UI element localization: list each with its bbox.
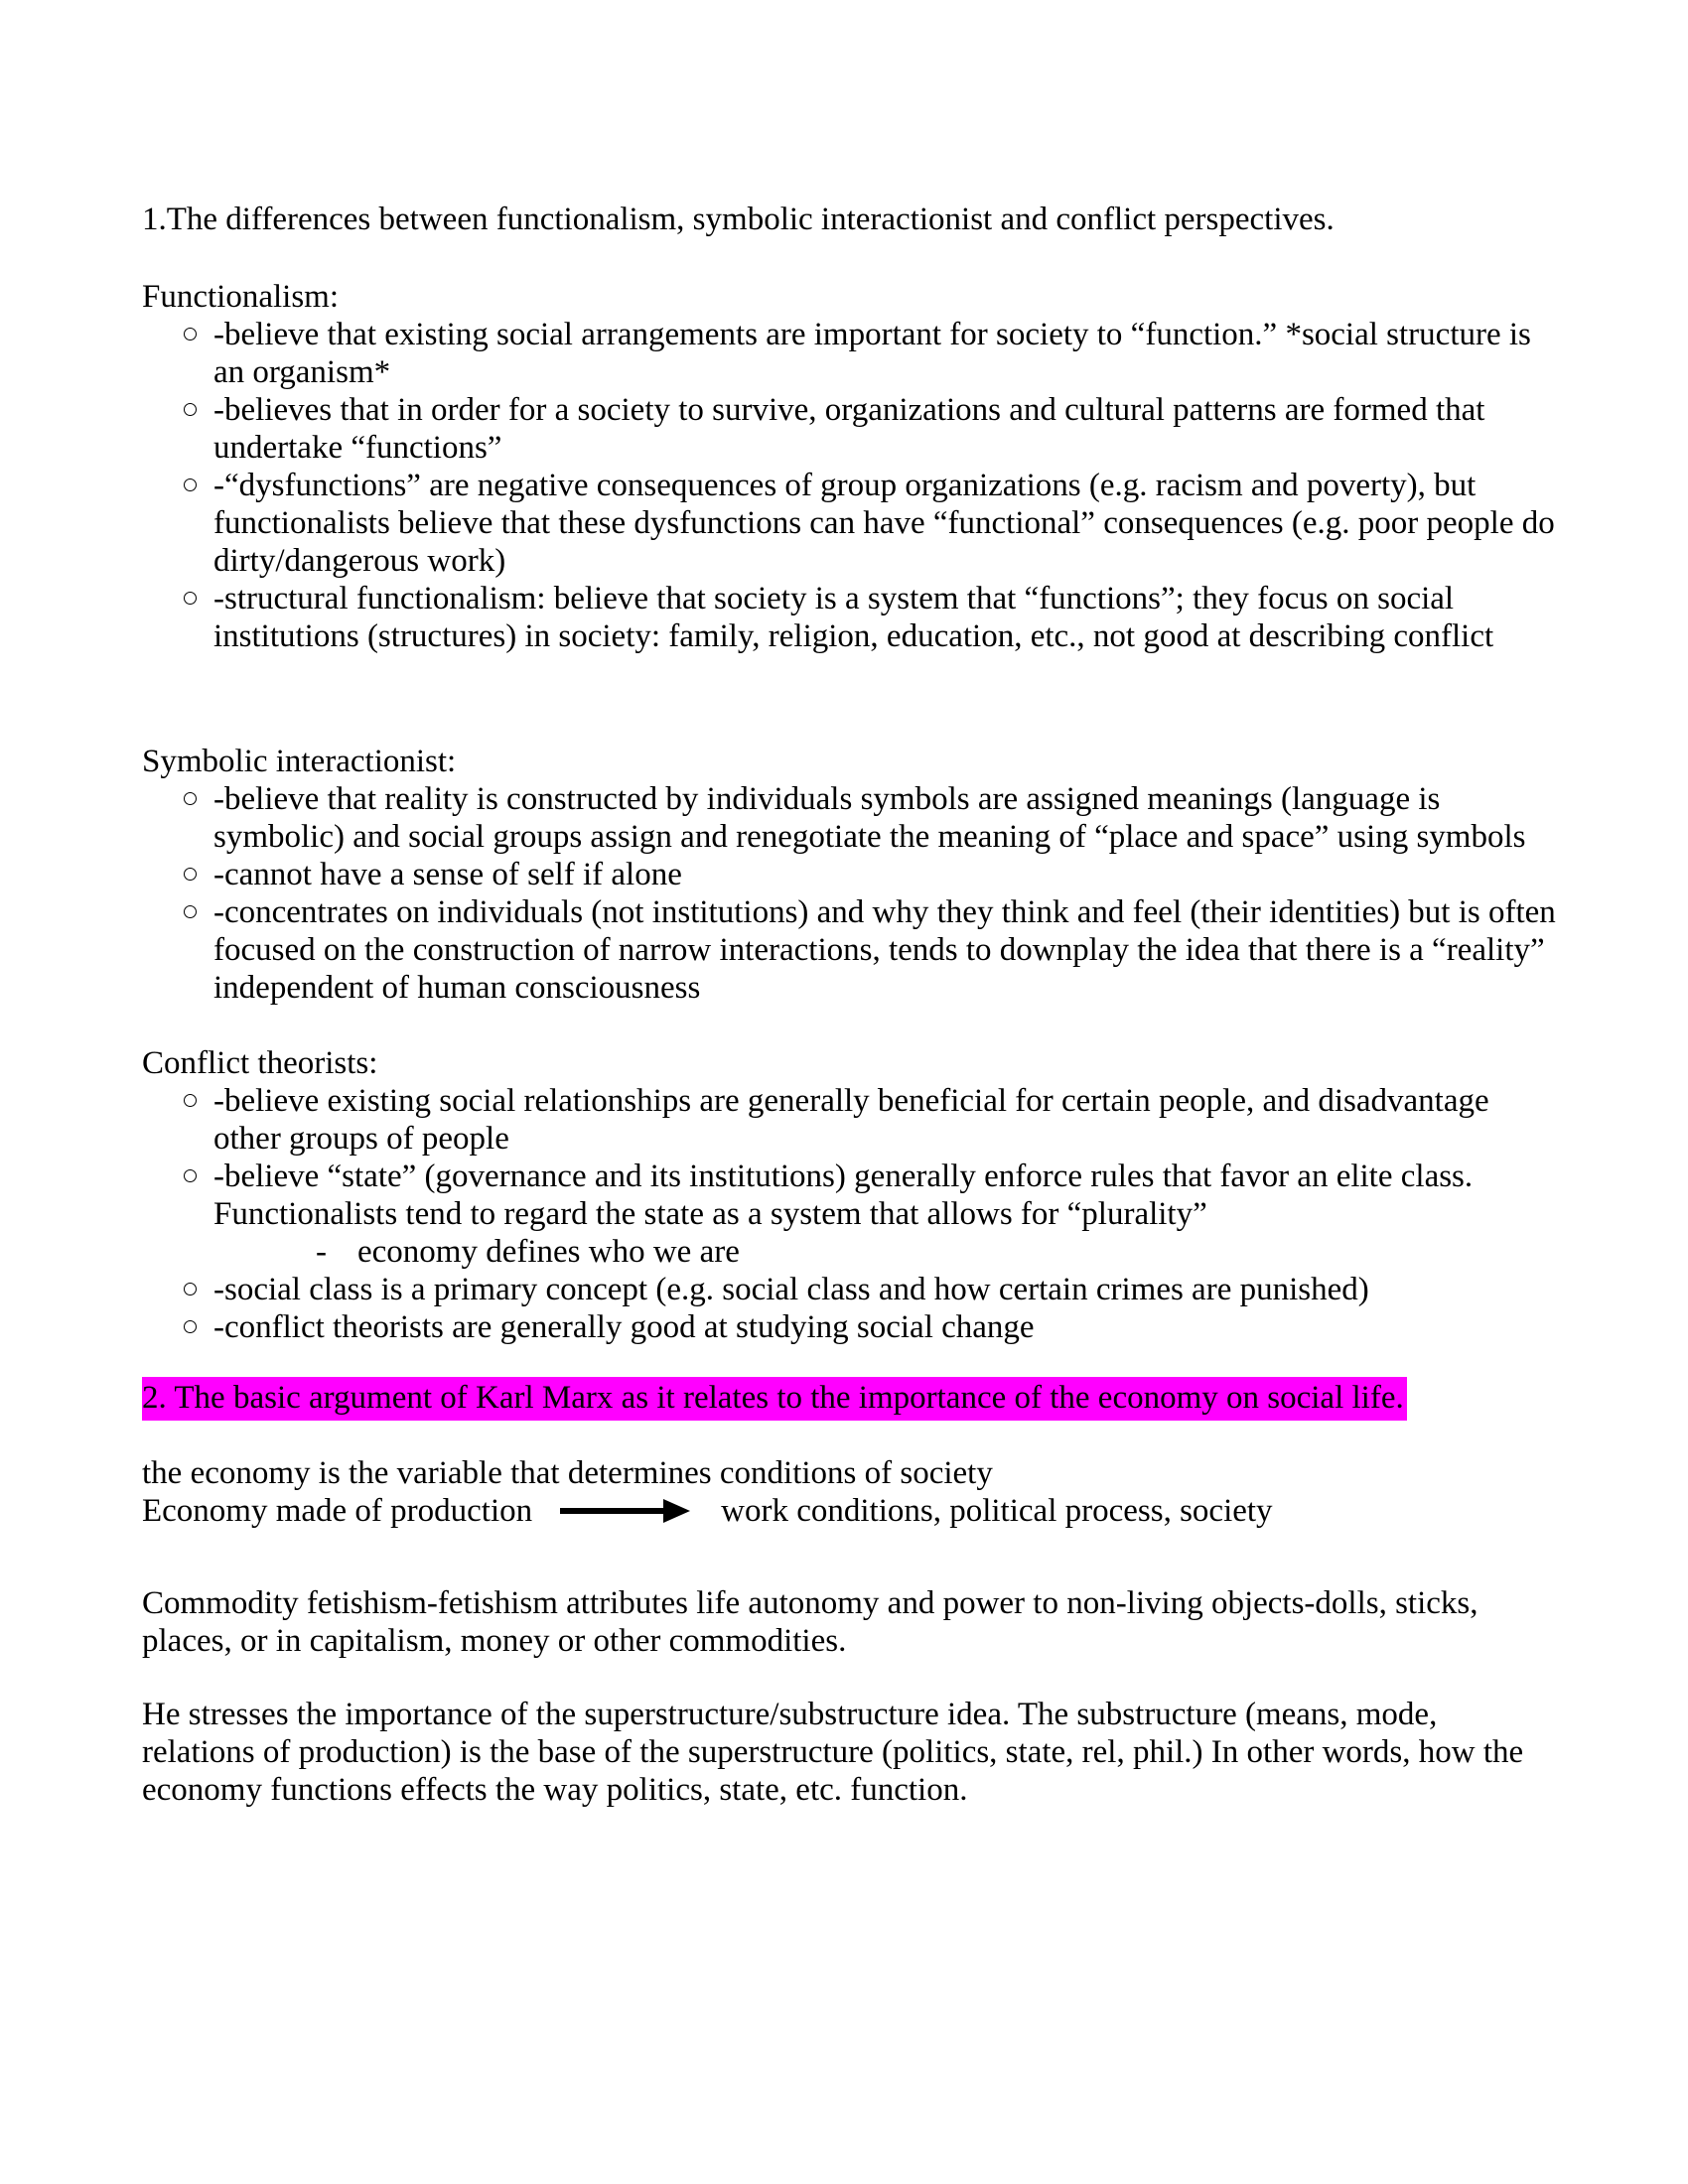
bullet-item (142, 1082, 1557, 1158)
bullet-list (142, 780, 1557, 1007)
circle-bullet-icon (184, 580, 213, 605)
circle-bullet-icon (184, 780, 213, 805)
bullet-text: -believe that reality is constructed by individuals symbols are assigned meanings (language is symbolic) and social groups assign and renegotiate the meaning of “place and space” using symbols (213, 781, 1526, 855)
bullet-item (142, 1158, 1557, 1271)
economy-flow-diagram (142, 1492, 1557, 1530)
bullet-text: -believe that existing social arrangements are important for society to “function.” *social structure is an organism* (213, 317, 1531, 390)
bullet-list (142, 316, 1557, 655)
circle-bullet-icon (184, 316, 213, 341)
bullet-item (142, 1308, 1557, 1346)
bullet-text: -concentrates on individuals (not institutions) and why they think and feel (their identities) but is often focused on the construction of narrow interactions, tends to downplay the idea that there is a “reality” independent of human consciousness (213, 894, 1556, 1006)
right-arrow-icon (560, 1497, 691, 1525)
bullet-text: -believe existing social relationships are generally beneficial for certain people, and disadvantage other groups of people (213, 1083, 1489, 1157)
circle-bullet-icon (184, 1158, 213, 1182)
question1-title: 1.The differences between functionalism, symbolic interactionist and conflict perspectives. (142, 202, 1335, 237)
superstructure-paragraph: He stresses the importance of the superstructure/substructure idea. The substructure (means, mode, relations of production) is the base of the superstructure (politics, state, rel, phil.) In other words, how the economy functions effects the way politics, state, etc. function. (142, 1697, 1524, 1808)
circle-bullet-icon (184, 467, 213, 491)
bullet-item (142, 467, 1557, 580)
bullet-text: -social class is a primary concept (e.g. social class and how certain crimes are punished) (213, 1272, 1369, 1307)
bullet-text: -“dysfunctions” are negative consequences of group organizations (e.g. racism and poverty), but functionalists believe that these dysfunctions can have “functional” consequences (e.g. poor people do dirty/dangerous work) (213, 468, 1555, 579)
circle-bullet-icon (184, 391, 213, 416)
bullet-item (142, 391, 1557, 467)
bullet-item (142, 316, 1557, 391)
topic-section (142, 743, 1557, 1007)
topic-heading: Symbolic interactionist: (142, 744, 457, 779)
topic-heading: Conflict theorists: (142, 1045, 378, 1081)
topic-heading: Functionalism: (142, 279, 339, 315)
circle-bullet-icon (184, 1082, 213, 1107)
circle-bullet-icon (184, 856, 213, 881)
bullet-text: -conflict theorists are generally good at studying social change (213, 1309, 1035, 1345)
topic-section (142, 1044, 1557, 1346)
sub-bullet-item (316, 1233, 1557, 1271)
bullet-text: -cannot have a sense of self if alone (213, 857, 682, 892)
economy-statement: the economy is the variable that determines conditions of society (142, 1455, 993, 1491)
question1-sections (142, 278, 1557, 1346)
bullet-text: -believe “state” (governance and its institutions) generally enforce rules that favor an elite class. Functionalists tend to regard the state as a system that allows for “plurality” - economy defines who we are (213, 1158, 1557, 1271)
bullet-item (142, 893, 1557, 1007)
bullet-list (142, 1082, 1557, 1346)
bullet-item (142, 780, 1557, 856)
flow-target-label: work conditions, political process, society (721, 1493, 1273, 1529)
circle-bullet-icon (184, 1308, 213, 1333)
highlighted-text: 2. The basic argument of Karl Marx as it relates to the importance of the economy on social life. (142, 1377, 1407, 1421)
sub-bullet-text: economy defines who we are (357, 1234, 740, 1270)
circle-bullet-icon (184, 893, 213, 918)
bullet-item (142, 1271, 1557, 1308)
bullet-text: -structural functionalism: believe that society is a system that “functions”; they focus on social institutions (structures) in society: family, religion, education, etc., not good at describing conflict (213, 581, 1494, 654)
bullet-text: -believes that in order for a society to survive, organizations and cultural patterns are formed that undertake “functions” (213, 392, 1485, 466)
circle-bullet-icon (184, 1271, 213, 1296)
bullet-item (142, 856, 1557, 893)
commodity-paragraph: Commodity fetishism-fetishism attributes life autonomy and power to non-living objects-dolls, sticks, places, or in capitalism, money or other commodities. (142, 1585, 1478, 1659)
flow-source-label: Economy made of production (142, 1493, 533, 1529)
dash-bullet-icon: - (316, 1234, 327, 1270)
bullet-item (142, 580, 1557, 655)
question2-title (142, 1379, 1557, 1417)
topic-section (142, 278, 1557, 655)
